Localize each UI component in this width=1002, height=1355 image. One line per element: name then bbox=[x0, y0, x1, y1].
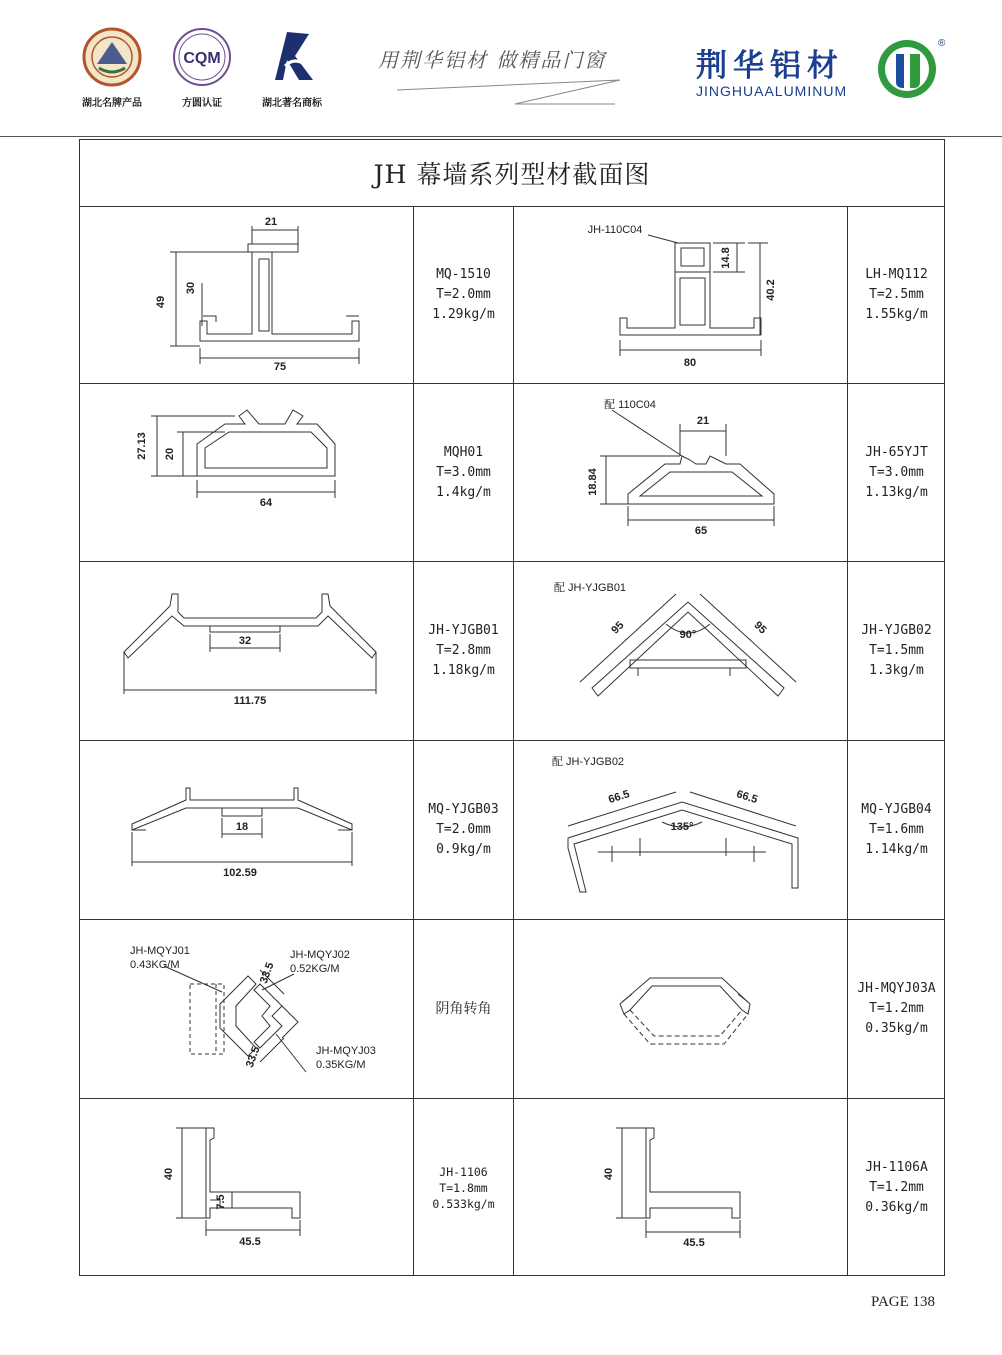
profile-drawing-jh-65yjt bbox=[520, 394, 840, 554]
dim-leg-left: 66.5 bbox=[607, 788, 632, 807]
callout-label: JH-110C04 bbox=[587, 224, 643, 236]
model-number: MQH01 bbox=[443, 444, 484, 460]
cqm-logo bbox=[162, 26, 242, 109]
dim-leg-right: 66.5 bbox=[734, 788, 759, 807]
thickness: T=1.2mm bbox=[869, 1001, 924, 1016]
dim-width-base: 80 bbox=[683, 357, 697, 369]
dim-height-total: 49 bbox=[155, 295, 167, 309]
column-divider bbox=[513, 206, 514, 1276]
hubei-trademark-logo bbox=[252, 26, 332, 109]
unit-weight: 0.9kg/m bbox=[436, 842, 491, 857]
unit-weight: 0.533kg/m bbox=[432, 1197, 495, 1211]
dim-width-total: 102.59 bbox=[223, 867, 257, 879]
page-number: PAGE 138 bbox=[871, 1294, 936, 1310]
profile-catalog-table bbox=[79, 139, 945, 1276]
dim-width-base: 64 bbox=[259, 497, 273, 509]
dim-height-body: 20 bbox=[164, 447, 176, 461]
dim-width-base: 75 bbox=[273, 361, 287, 373]
brand-name-en: JINGHUAALUMINUM bbox=[696, 83, 848, 99]
logo-label-hubei-trademark: 湖北著名商标 bbox=[262, 98, 322, 109]
model-number: JH-MQYJ03A bbox=[857, 981, 936, 996]
profile-drawing-mq-yjgb04 bbox=[520, 752, 840, 912]
model-number: JH-YJGB01 bbox=[428, 623, 499, 638]
brand-name-cn: 荆华铝材 bbox=[696, 48, 844, 84]
unit-weight: 1.55kg/m bbox=[865, 307, 928, 322]
unit-weight: 1.3kg/m bbox=[869, 663, 924, 678]
spec-cell bbox=[848, 384, 945, 561]
dim-width-top: 21 bbox=[264, 216, 278, 228]
page-header bbox=[0, 0, 1002, 136]
thickness: T=2.0mm bbox=[436, 287, 491, 302]
callout-weight-mqyj01: 0.43KG/M bbox=[130, 959, 180, 971]
spec-cell bbox=[848, 920, 945, 1098]
model-number: LH-MQ112 bbox=[865, 267, 928, 282]
thickness: T=3.0mm bbox=[869, 464, 924, 480]
slogan-swoosh-icon bbox=[395, 74, 625, 108]
dim-width-base: 65 bbox=[694, 525, 708, 537]
model-number: JH-1106 bbox=[439, 1165, 488, 1179]
dim-width-total: 111.75 bbox=[233, 695, 267, 707]
model-number: JH-65YJT bbox=[865, 444, 928, 460]
brand-logo bbox=[696, 40, 847, 99]
model-number: MQ-YJGB04 bbox=[861, 802, 932, 817]
cqm-mark: CQM bbox=[183, 50, 221, 67]
spec-cell bbox=[414, 920, 513, 1098]
thickness: T=1.5mm bbox=[869, 643, 924, 658]
unit-weight: 1.14kg/m bbox=[865, 842, 928, 857]
spec-cell bbox=[414, 741, 513, 919]
model-number: JH-1106A bbox=[865, 1160, 928, 1175]
profile-drawing-mqh01 bbox=[135, 394, 405, 554]
header-divider bbox=[0, 136, 1002, 137]
registered-mark: ® bbox=[938, 38, 946, 49]
dim-height-total: 27.13 bbox=[136, 432, 148, 460]
unit-weight: 1.4kg/m bbox=[436, 484, 491, 500]
callout-weight-mqyj03: 0.35KG/M bbox=[316, 1059, 366, 1071]
thickness: T=2.8mm bbox=[436, 643, 491, 658]
dim-center-width: 18 bbox=[235, 821, 249, 833]
unit-weight: 1.29kg/m bbox=[432, 307, 495, 322]
spec-cell bbox=[414, 1099, 513, 1277]
brand-mark-icon bbox=[876, 38, 938, 100]
thickness: T=3.0mm bbox=[436, 464, 491, 480]
thickness: T=2.0mm bbox=[436, 822, 491, 837]
profile-drawing-jh-mqyj03a bbox=[520, 940, 840, 1080]
dim-leg-upper: 33.5 bbox=[257, 960, 277, 986]
spec-cell bbox=[848, 741, 945, 919]
spec-cell bbox=[414, 384, 513, 561]
spec-cell bbox=[848, 562, 945, 740]
profile-drawing-jh-1106a bbox=[600, 1110, 840, 1270]
dim-cap-height: 14.8 bbox=[720, 247, 732, 269]
dim-width-top: 21 bbox=[696, 415, 710, 427]
callout-label: 配 110C04 bbox=[604, 399, 656, 411]
dim-angle: 90° bbox=[679, 629, 697, 641]
dim-leg-right: 95 bbox=[751, 619, 769, 637]
profile-drawing-lh-mq112 bbox=[520, 210, 840, 378]
callout-name-mqyj03: JH-MQYJ03 bbox=[316, 1045, 376, 1057]
dim-height: 40 bbox=[163, 1167, 175, 1181]
unit-weight: 1.18kg/m bbox=[432, 663, 495, 678]
dim-lip-height: 7.5 bbox=[215, 1194, 227, 1210]
cqm-certification-icon bbox=[171, 26, 233, 88]
hubei-brand-logo bbox=[72, 26, 152, 109]
spec-cell bbox=[848, 207, 945, 383]
callout-weight-mqyj02: 0.52KG/M bbox=[290, 963, 340, 975]
assembly-label: 阴角转角 bbox=[435, 1001, 492, 1017]
dim-leg-lower: 33.5 bbox=[243, 1044, 263, 1070]
dim-leg-left: 95 bbox=[609, 619, 627, 637]
logo-label-hubei-brand: 湖北名牌产品 bbox=[82, 98, 142, 109]
dim-height: 40 bbox=[603, 1167, 615, 1181]
dim-height-total: 18.84 bbox=[587, 468, 599, 496]
callout-name-mqyj01: JH-MQYJ01 bbox=[130, 945, 190, 957]
profile-drawing-mq-yjgb03 bbox=[110, 752, 410, 912]
profile-drawing-jh-yjgb02 bbox=[520, 572, 840, 732]
model-number: MQ-1510 bbox=[436, 267, 491, 282]
unit-weight: 0.35kg/m bbox=[865, 1021, 928, 1036]
dim-width: 45.5 bbox=[239, 1236, 261, 1248]
catalog-title: JH 幕墙系列型材截面图 bbox=[80, 140, 944, 207]
company-slogan: 用荆华铝材 做精品门窗 bbox=[378, 48, 607, 72]
profile-drawing-corner-assembly bbox=[110, 930, 410, 1094]
thickness: T=2.5mm bbox=[869, 287, 924, 302]
dim-angle: 135° bbox=[670, 821, 694, 833]
callout-name-mqyj02: JH-MQYJ02 bbox=[290, 949, 350, 961]
hubei-trademark-icon bbox=[261, 26, 323, 88]
logo-label-cqm: 方圆认证 bbox=[182, 98, 222, 109]
dim-height-total: 40.2 bbox=[765, 279, 777, 301]
dim-center-width: 32 bbox=[238, 635, 252, 647]
spec-cell bbox=[414, 562, 513, 740]
profile-drawing-mq1510 bbox=[140, 216, 400, 376]
model-number: JH-YJGB02 bbox=[861, 623, 932, 638]
unit-weight: 1.13kg/m bbox=[865, 484, 928, 500]
spec-cell bbox=[414, 207, 513, 383]
model-number: MQ-YJGB03 bbox=[428, 802, 499, 817]
spec-cell bbox=[848, 1099, 945, 1277]
thickness: T=1.8mm bbox=[439, 1181, 488, 1195]
dim-width: 45.5 bbox=[683, 1237, 705, 1249]
thickness: T=1.2mm bbox=[869, 1180, 924, 1195]
dim-height-web: 30 bbox=[185, 281, 197, 295]
profile-drawing-jh-yjgb01 bbox=[110, 572, 410, 732]
thickness: T=1.6mm bbox=[869, 822, 924, 837]
hubei-brand-seal-icon bbox=[81, 26, 143, 88]
callout-label: 配 JH-YJGB02 bbox=[551, 756, 625, 768]
callout-label: 配 JH-YJGB01 bbox=[553, 582, 627, 594]
profile-drawing-jh-1106 bbox=[160, 1110, 410, 1270]
unit-weight: 0.36kg/m bbox=[865, 1200, 928, 1215]
